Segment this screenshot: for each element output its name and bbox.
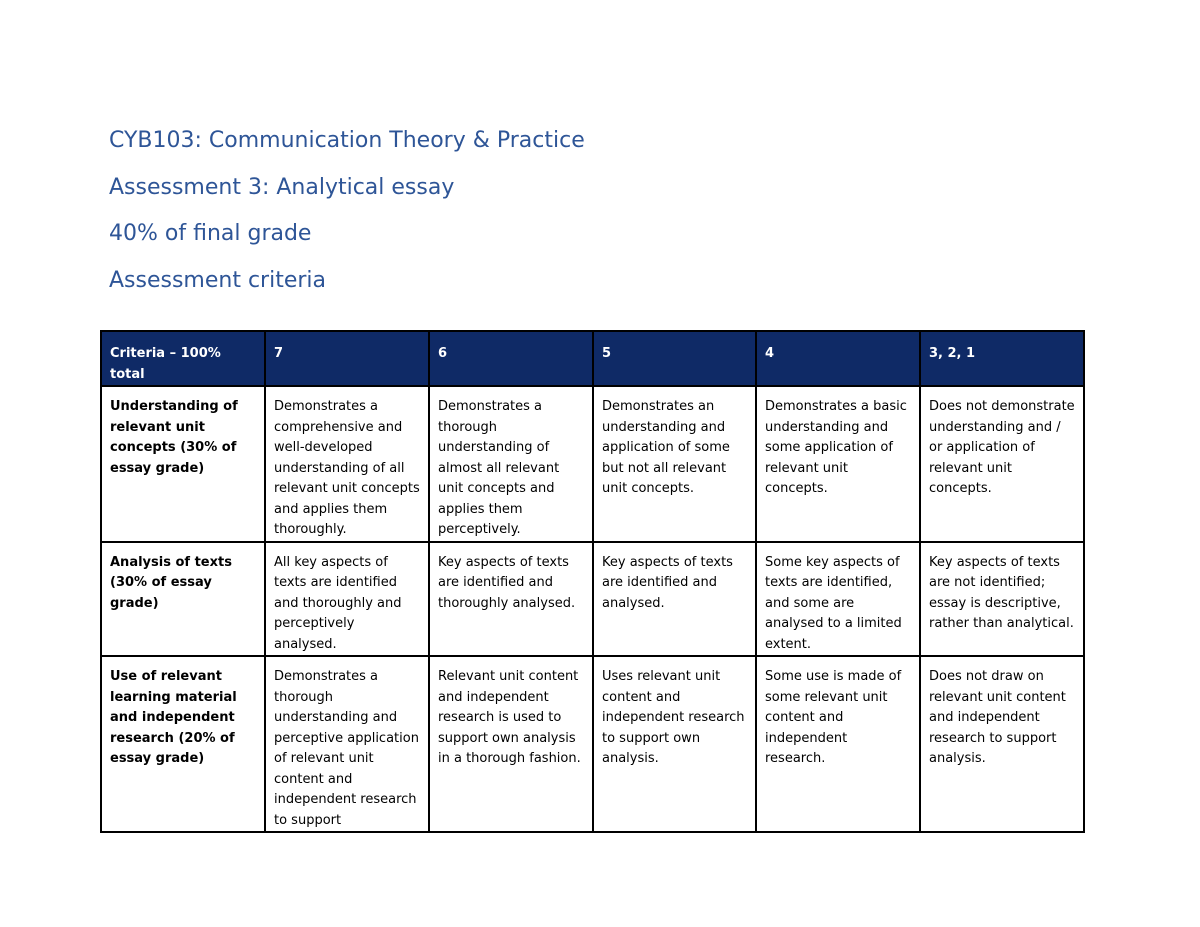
assessment-title: Assessment 3: Analytical essay [109, 175, 455, 200]
table-cell: Key aspects of texts are identified and analysed. [593, 542, 756, 657]
table-cell: Does not draw on relevant unit content and independent research to support analysis. [920, 656, 1084, 832]
assessment-rubric-table [100, 330, 1085, 833]
table-cell: Demonstrates a thorough understanding of almost all relevant unit concepts and applies them perceptively. [429, 386, 593, 542]
column-header-7: 7 [265, 331, 429, 386]
criterion-cell: Understanding of relevant unit concepts (30% of essay grade) [101, 386, 265, 542]
table-cell: Key aspects of texts are identified and thoroughly analysed. [429, 542, 593, 657]
table-cell: Uses relevant unit content and independent research to support own analysis. [593, 656, 756, 832]
course-title: CYB103: Communication Theory & Practice [109, 128, 585, 153]
table-cell: Some key aspects of texts are identified, and some are analysed to a limited extent. [756, 542, 920, 657]
column-header-criteria: Criteria – 100% total [101, 331, 265, 386]
table-row [101, 542, 1084, 657]
column-header-4: 4 [756, 331, 920, 386]
table-header-row [101, 331, 1084, 386]
table-row [101, 656, 1084, 832]
table-cell: Demonstrates a comprehensive and well-developed understanding of all relevant unit concepts and applies them thoroughly. [265, 386, 429, 542]
section-title: Assessment criteria [109, 268, 327, 293]
table-cell: Demonstrates an understanding and application of some but not all relevant unit concepts. [593, 386, 756, 542]
table-row [101, 386, 1084, 542]
table-cell: Key aspects of texts are not identified; essay is descriptive, rather than analytical. [920, 542, 1084, 657]
table-cell: Does not demonstrate understanding and / or application of relevant unit concepts. [920, 386, 1084, 542]
table-cell: Demonstrates a basic understanding and some application of relevant unit concepts. [756, 386, 920, 542]
criterion-cell: Use of relevant learning material and independent research (20% of essay grade) [101, 656, 265, 832]
table-cell: All key aspects of texts are identified and thoroughly and perceptively analysed. [265, 542, 429, 657]
table-cell: Demonstrates a thorough understanding and perceptive application of relevant unit content and independent research to support [265, 656, 429, 832]
criterion-cell: Analysis of texts (30% of essay grade) [101, 542, 265, 657]
grade-weight: 40% of final grade [109, 221, 312, 246]
table-cell: Relevant unit content and independent research is used to support own analysis in a thorough fashion. [429, 656, 593, 832]
table-cell: Some use is made of some relevant unit content and independent research. [756, 656, 920, 832]
column-header-3-2-1: 3, 2, 1 [920, 331, 1084, 386]
column-header-5: 5 [593, 331, 756, 386]
column-header-6: 6 [429, 331, 593, 386]
